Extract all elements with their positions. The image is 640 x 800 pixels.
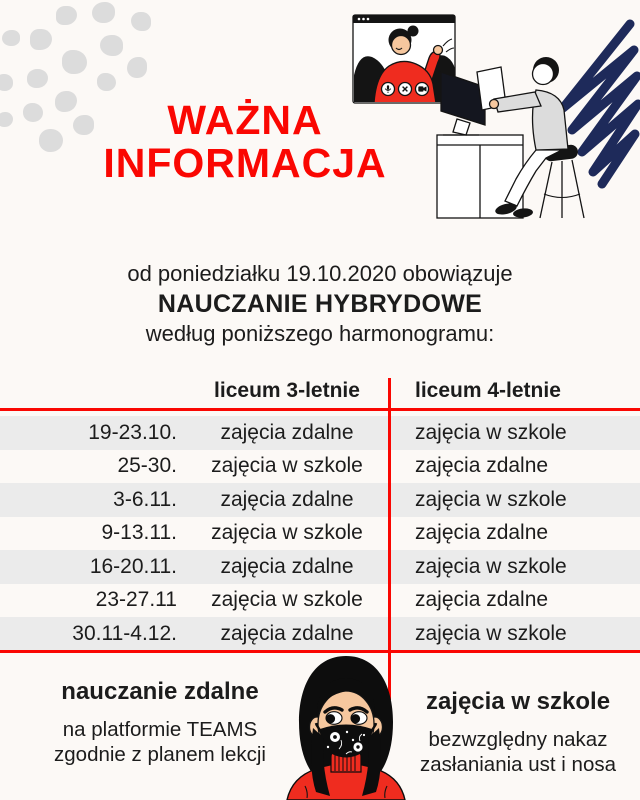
date-range: 25-30. xyxy=(117,454,177,478)
intro-text xyxy=(0,259,640,349)
table-header-row xyxy=(0,374,640,408)
liceum-4-status: zajęcia zdalne xyxy=(415,588,549,612)
navy-scribble xyxy=(563,24,638,184)
liceum-4-status: zajęcia w szkole xyxy=(415,487,567,511)
decor-dot xyxy=(2,30,20,46)
decor-dot xyxy=(131,12,151,31)
man-hand xyxy=(490,100,499,109)
in-school-note xyxy=(402,686,634,777)
decor-dot xyxy=(27,69,48,88)
title-line-1: WAŻNA xyxy=(167,97,323,143)
date-range: 23-27.11 xyxy=(95,588,177,612)
decor-dot xyxy=(97,73,116,91)
decor-dot xyxy=(92,2,115,23)
table-row xyxy=(0,483,640,517)
liceum-3-status: zajęcia w szkole xyxy=(211,588,363,612)
call-controls xyxy=(382,83,429,96)
table-row xyxy=(0,584,640,618)
video-call-illustration xyxy=(330,0,640,230)
decor-dot xyxy=(23,103,43,122)
decor-dot xyxy=(30,29,52,50)
table-row xyxy=(0,450,640,484)
intro-line-3: według poniższego harmonogramu: xyxy=(145,321,495,346)
liceum-3-status: zajęcia zdalne xyxy=(220,487,354,511)
liceum-3-status: zajęcia zdalne xyxy=(220,621,354,645)
masked-woman-illustration xyxy=(270,650,422,800)
liceum-4-status: zajęcia zdalne xyxy=(415,454,549,478)
remote-learning-line-1: na platformie TEAMS xyxy=(62,718,258,741)
in-school-line-1: bezwzględny nakaz xyxy=(428,728,608,751)
window-dots-icon xyxy=(358,18,370,21)
schedule-table xyxy=(0,374,640,651)
decor-dot xyxy=(0,112,13,127)
intro-line-2: NAUCZANIE HYBRYDOWE xyxy=(157,290,483,318)
date-range: 9-13.11. xyxy=(101,521,177,545)
decor-dot xyxy=(56,6,77,25)
title-line-2: INFORMACJA xyxy=(103,140,387,186)
remote-learning-note xyxy=(18,676,302,767)
intro-line-1: od poniedziałku 19.10.2020 obowiązuje xyxy=(127,261,513,286)
liceum-3-status: zajęcia zdalne xyxy=(220,554,354,578)
date-range: 16-20.11. xyxy=(89,554,177,578)
date-range: 3-6.11. xyxy=(113,487,177,511)
hair-bun xyxy=(408,26,419,37)
in-school-heading: zajęcia w szkole xyxy=(425,688,611,715)
liceum-4-status: zajęcia zdalne xyxy=(415,521,549,545)
schedule-rows xyxy=(0,416,640,651)
red-divider-top xyxy=(0,408,640,411)
liceum-4-status: zajęcia w szkole xyxy=(415,621,567,645)
table-row xyxy=(0,550,640,584)
date-range: 30.11-4.12. xyxy=(72,621,177,645)
liceum-4-status: zajęcia w szkole xyxy=(415,554,567,578)
table-row xyxy=(0,617,640,651)
remote-learning-heading: nauczanie zdalne xyxy=(61,678,259,705)
decor-dot xyxy=(62,50,87,74)
liceum-3-status: zajęcia w szkole xyxy=(211,454,363,478)
column-header-liceum-3: liceum 3-letnie xyxy=(214,379,360,402)
liceum-3-status: zajęcia zdalne xyxy=(220,420,354,444)
camera-icon xyxy=(418,86,426,91)
column-header-liceum-4: liceum 4-letnie xyxy=(415,379,561,402)
liceum-4-status: zajęcia w szkole xyxy=(415,420,567,444)
table-row xyxy=(0,416,640,450)
liceum-3-status: zajęcia w szkole xyxy=(211,521,363,545)
decor-dot xyxy=(0,74,13,91)
date-range: 19-23.10. xyxy=(88,420,177,444)
remote-learning-line-2: zgodnie z planem lekcji xyxy=(54,743,266,766)
table-row xyxy=(0,517,640,551)
decor-dot xyxy=(100,35,123,56)
in-school-line-2: zasłaniania ust i nosa xyxy=(419,753,616,776)
decor-dot xyxy=(127,57,147,78)
